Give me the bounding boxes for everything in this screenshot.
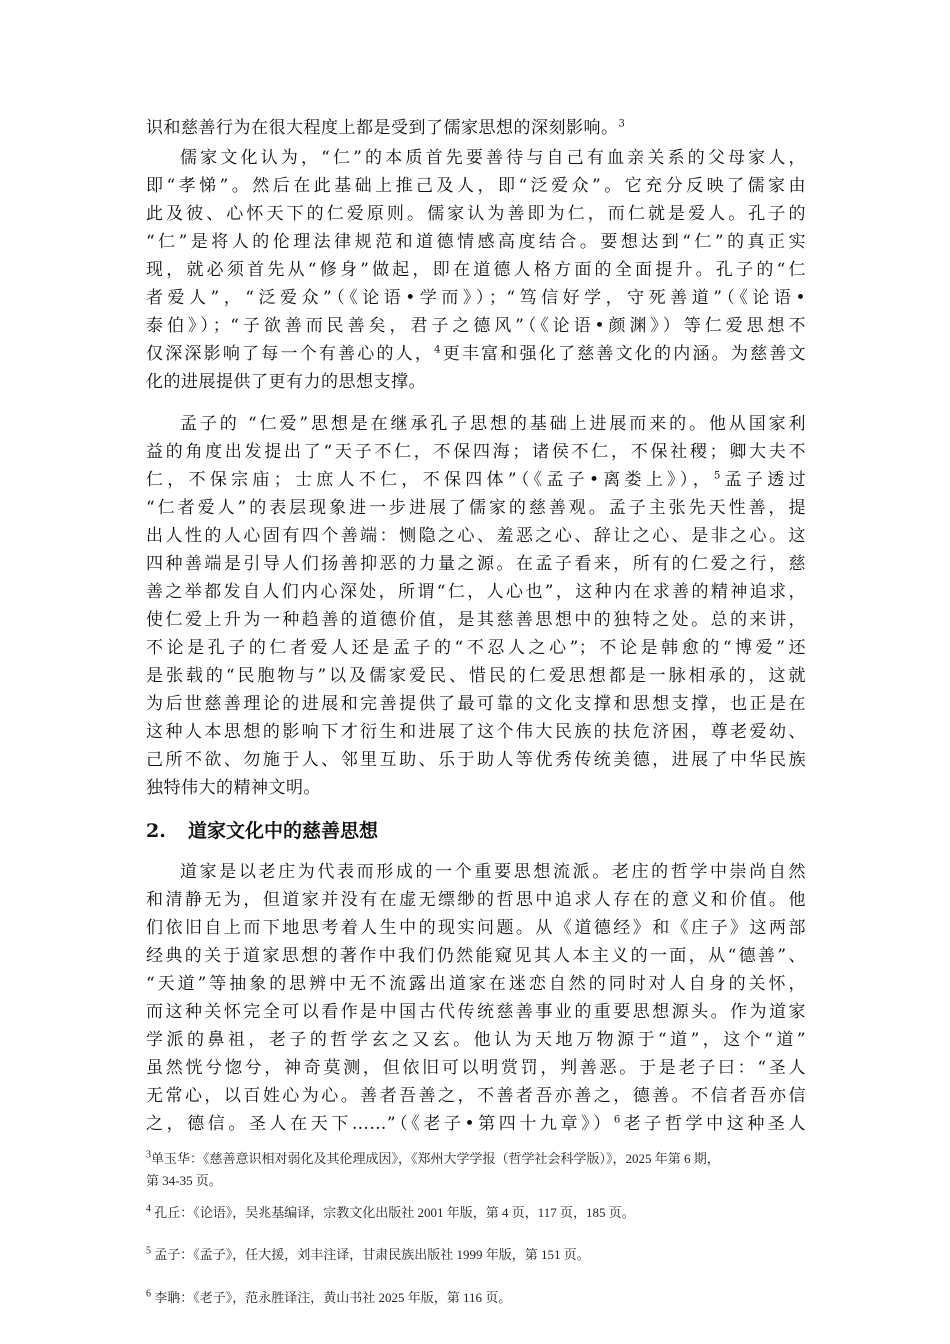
- body-line: 学派的鼻祖，老子的哲学玄之又玄。他认为天地万物源于“道”，这个“道”: [146, 1030, 806, 1050]
- body-line: 经典的关于道家思想的著作中我们仍然能窥见其人本主义的一面，从“德善”、: [146, 946, 806, 966]
- footnote: $^3$单玉华：《慈善意识相对弱化及其伦理成因》，《郑州大学学报（哲学社会科学版）》，2025 年第 6 期，: [146, 1149, 720, 1166]
- body-line: 道家是以老庄为代表而形成的一个重要思想流派。老庄的哲学中崇尚自然: [180, 862, 806, 882]
- body-line: 己所不欲、勿施于人、邻里互助、乐于助人等优秀传统美德，进展了中华民族: [146, 750, 806, 770]
- footnote-continuation: 第 34-35 页。: [146, 1173, 222, 1188]
- body-line: 儒家文化认为，“仁”的本质首先要善待与自己有血亲关系的父母家人，: [180, 148, 806, 168]
- footnote-ref: 4: [434, 344, 442, 356]
- body-line: 独特伟大的精神文明。: [146, 778, 321, 798]
- body-line: 益的角度出发提出了“天子不仁，不保四海；诸侯不仁，不保社稷；卿大夫不: [146, 442, 806, 462]
- footnote-ref: 3: [618, 118, 626, 130]
- body-line: 出人性的人心固有四个善端：恻隐之心、羞恶之心、辞让之心、是非之心。这: [146, 526, 806, 546]
- body-line: 即“孝悌”。然后在此基础上推己及人，即“泛爱众”。它充分反映了儒家由: [146, 176, 806, 196]
- section-heading: [146, 815, 378, 847]
- body-line: 使仁爱上升为一种趋善的道德价值，是其慈善思想中的独特之处。总的来讲，: [146, 610, 806, 630]
- body-line: 之，德信。圣人在天下……”（《老子•第四十九章》）$^6$老子哲学中这种圣人: [146, 1114, 807, 1134]
- body-line: 仅深深影响了每一个有善心的人，$^4$更丰富和强化了慈善文化的内涵。为慈善文: [146, 344, 807, 364]
- footnote: $^4$ 孔丘：《论语》，吴兆基编译，宗教文化出版社 2001 年版，第 4 页，117 页，185 页。: [146, 1203, 635, 1220]
- body-line: 善之举都发自人们内心深处，所谓“仁，人心也”，这种内在求善的精神追求，: [146, 582, 806, 602]
- body-line: 仁，不保宗庙；士庶人不仁，不保四体”（《孟子•离娄上》），$^5$孟子透过: [146, 470, 806, 490]
- body-line: 而这种关怀完全可以看作是中国古代传统慈善事业的重要思想源头。作为道家: [146, 1002, 806, 1022]
- footnote-ref: 6: [613, 1114, 621, 1126]
- body-line: “仁”是将人的伦理法律规范和道德情感高度结合。要想达到“仁”的真正实: [146, 232, 806, 252]
- body-line: 四种善端是引导人们扬善抑恶的力量之源。在孟子看来，所有的仁爱之行，慈: [146, 554, 806, 574]
- body-line: “天道”等抽象的思辨中无不流露出道家在迷恋自然的同时对人自身的关怀，: [146, 974, 806, 994]
- section-title: 道家文化中的慈善思想: [188, 820, 379, 842]
- body-line: “仁者爱人”的表层现象进一步进展了儒家的慈善观。孟子主张先天性善，提: [146, 498, 806, 518]
- body-line: 识和慈善行为在很大程度上都是受到了儒家思想的深刻影响。$^3$: [146, 118, 626, 138]
- body-line: 无常心，以百姓心为心。善者吾善之，不善者吾亦善之，德善。不信者吾亦信: [146, 1086, 806, 1106]
- body-line: 这种人本思想的影响下才衍生和进展了这个伟大民族的扶危济困，尊老爱幼、: [146, 722, 806, 742]
- footnote-ref: 5: [713, 470, 721, 482]
- body-line: 不论是孔子的仁者爱人还是孟子的“不忍人之心”；不论是韩愈的“博爱”还: [146, 638, 806, 658]
- body-line: 和清静无为，但道家并没有在虚无缥缈的哲思中追求人存在的意义和价值。他: [146, 890, 806, 910]
- body-line: 者爱人”，“泛爱众”（《论语•学而》）；“笃信好学，守死善道”（《论语•: [146, 288, 806, 308]
- body-line: 现，就必须首先从“修身”做起，即在道德人格方面的全面提升。孔子的“仁: [146, 260, 806, 280]
- body-line: 是张载的“民胞物与”以及儒家爱民、惜民的仁爱思想都是一脉相承的，这就: [146, 666, 806, 686]
- footnote: $^6$ 李聃：《老子》，范永胜译注，黄山书社 2025 年版，第 116 页。: [146, 1288, 512, 1305]
- body-line: 泰伯》）；“子欲善而民善矣，君子之德风”（《论语•颜渊》）等仁爱思想不: [146, 316, 806, 336]
- body-line: 虽然恍兮惚兮，神奇莫测，但依旧可以明赏罚，判善恶。于是老子曰：“圣人: [146, 1058, 806, 1078]
- body-line: 化的进展提供了更有力的思想支撑。: [146, 372, 426, 392]
- body-line: 孟子的 “仁爱”思想是在继承孔子思想的基础上进展而来的。他从国家利: [180, 414, 806, 434]
- body-line: 此及彼、心怀天下的仁爱原则。儒家认为善即为仁，而仁就是爱人。孔子的: [146, 204, 806, 224]
- section-number: 2.: [146, 820, 166, 842]
- body-line: 们依旧自上而下地思考着人生中的现实问题。从《道德经》和《庄子》这两部: [146, 918, 806, 938]
- footnote: $^5$ 孟子：《孟子》，任大援，刘丰注译，甘肃民族出版社 1999 年版，第 151 页。: [146, 1245, 590, 1262]
- body-line: 为后世慈善理论的进展和完善提供了最可靠的文化支撑和思想支撑，也正是在: [146, 694, 806, 714]
